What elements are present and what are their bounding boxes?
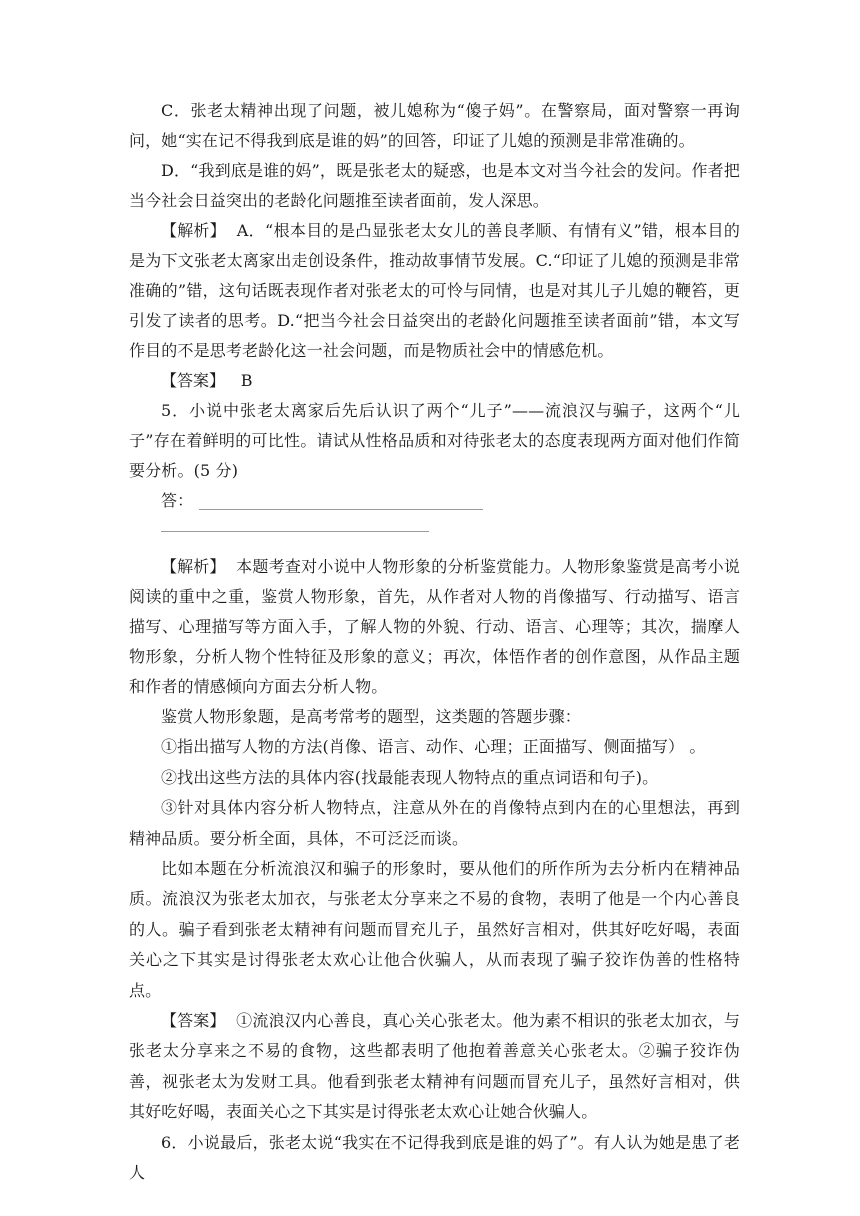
answer-label: 【答案】 — [161, 371, 226, 390]
answer-blank-line-2[interactable] — [161, 530, 429, 532]
answer-prompt: 答： — [161, 491, 194, 510]
question-6: 6．小说最后，张老太说“我实在不记得我到底是谁的妈了”。有人认为她是患了老人 — [129, 1132, 740, 1183]
step-3: ③针对具体内容分析人物特点，注意从外在的肖像特点到内在的心里想法，再到精神品质。要分析全面，具体，不可泛泛而谈。 — [129, 798, 740, 848]
answer-paragraph-1 — [129, 366, 740, 396]
question-5: 5．小说中张老太离家后先后认识了两个“儿子”——流浪汉与骗子，这两个“儿子”存在着鲜明的可比性。请试从性格品质和对待张老太的态度表现两方面对他们作简要分析。(5 分) — [129, 401, 740, 480]
step-2: ②找出这些方法的具体内容(找最能表现人物特点的重点词语和句子)。 — [161, 767, 659, 787]
method-intro: 鉴赏人物形象题，是高考常考的题型，这类题的答题步骤： — [161, 707, 581, 726]
step-1: ①指出描写人物的方法(肖像、语言、动作、心理；正面描写、侧面描写） 。 — [161, 737, 706, 757]
analysis-label: 【解析】 — [161, 221, 226, 240]
answer-paragraph-2 — [129, 1006, 740, 1128]
option-c: C．张老太精神出现了问题，被儿媳称为“傻子妈”。在警察局，面对警察一再询问，她“实在记不得我到底是谁的妈”的回答，印证了儿媳的预测是非常准确的。 — [129, 101, 740, 150]
example-paragraph: 比如本题在分析流浪汉和骗子的形象时，要从他们的所作所为去分析内在精神品质。流浪汉为张老太加衣，与张老太分享来之不易的食物，表明了他是一个内心善良的人。骗子看到张老太精神有问题而冒充儿子，虽然好言相对，供其好吃好喝，表面关心之下其实是讨得张老太欢心让他合伙骗人，从而表现了骗子狡诈伪善的性格特点。 — [129, 859, 740, 1000]
analysis-text: A．“根本目的是凸显张老太女儿的善良孝顺、有情有义”错，根本目的是为下文张老太离家出走创设条件，推动故事情节发展。C.“印证了儿媳的预测是非常准确的”错，这句话既表现作者对张老太的可怜与同情，也是对其儿子儿媳的鞭笞，更引发了读者的思考。D.“把当今社会日益突出的老龄化问题推至读者面前”错，本文写作目的不是思考老龄化这一社会问题，而是物质社会中的情感危机。 — [129, 221, 740, 360]
answer-label-2: 【答案】 — [161, 1011, 226, 1031]
answer-blank-line-1[interactable] — [199, 508, 483, 510]
option-d: D．“我到底是谁的妈”，既是张老太的疑惑，也是本文对当今社会的发问。作者把当今社会日益突出的老龄化问题推至读者面前，发人深思。 — [129, 161, 740, 210]
answer-prompt-line — [129, 486, 740, 516]
answer-text: B — [240, 371, 253, 390]
analysis-paragraph-2 — [129, 552, 740, 702]
analysis-text-2: 本题考查对小说中人物形象的分析鉴赏能力。人物形象鉴赏是高考小说阅读的重中之重，鉴赏人物形象，首先，从作者对人物的肖像描写、行动描写、语言描写、心理描写等方面入手，了解人物的外貌、行动、语言、心理等；其次，揣摩人物形象，分析人物个性特征及形象的意义；再次，体悟作者的创作意图，从作品主题和作者的情感倾向方面去分析人物。 — [129, 557, 740, 696]
analysis-label-2: 【解析】 — [161, 557, 226, 576]
answer-text-2: ①流浪汉内心善良，真心关心张老太。他为素不相识的张老太加衣，与张老太分享来之不易的食物，这些都表明了他抱着善意关心张老太。②骗子狡诈伪善，视张老太为发财工具。他看到张老太精神有问题而冒充儿子，虽然好言相对，供其好吃好喝，表面关心之下其实是讨得张老太欢心让她合伙骗人。 — [129, 1011, 740, 1122]
analysis-paragraph-1 — [129, 216, 740, 366]
